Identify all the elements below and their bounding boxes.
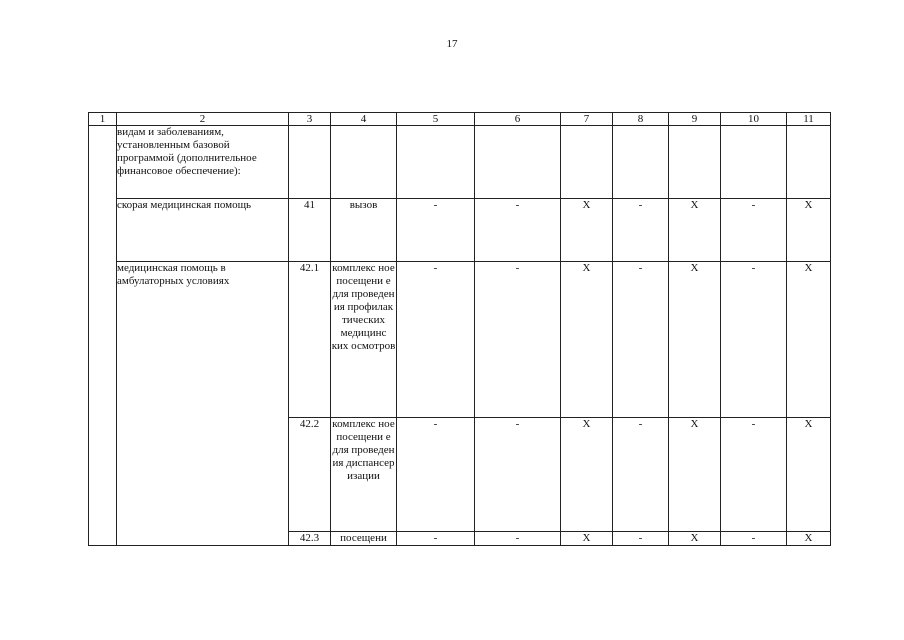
row-code: 42.3 — [289, 532, 331, 546]
column-header: 11 — [787, 113, 831, 126]
value-cell: Х — [787, 199, 831, 262]
value-cell: - — [397, 418, 475, 532]
column-header: 6 — [475, 113, 561, 126]
value-cell: Х — [669, 532, 721, 546]
value-cell — [475, 126, 561, 199]
table-row — [89, 126, 831, 199]
row-code — [289, 126, 331, 199]
value-cell: Х — [669, 199, 721, 262]
column-header: 8 — [613, 113, 669, 126]
value-cell: - — [613, 199, 669, 262]
value-cell: - — [475, 418, 561, 532]
column-header: 9 — [669, 113, 721, 126]
value-cell: - — [613, 532, 669, 546]
row-code: 41 — [289, 199, 331, 262]
value-cell: - — [397, 199, 475, 262]
column-header: 2 — [117, 113, 289, 126]
row-unit: вызов — [331, 199, 397, 262]
data-table — [88, 112, 831, 546]
value-cell: Х — [669, 418, 721, 532]
value-cell — [669, 126, 721, 199]
value-cell — [397, 126, 475, 199]
table-row — [89, 199, 831, 262]
value-cell: - — [721, 532, 787, 546]
value-cell — [613, 126, 669, 199]
value-cell: - — [397, 532, 475, 546]
value-cell: - — [721, 199, 787, 262]
value-cell — [721, 126, 787, 199]
value-cell: - — [475, 199, 561, 262]
value-cell: Х — [561, 199, 613, 262]
column-header: 5 — [397, 113, 475, 126]
value-cell: Х — [787, 262, 831, 418]
table-row — [89, 262, 831, 418]
row-name: медицинская помощь в амбулаторных условиях — [117, 262, 289, 546]
column-header: 3 — [289, 113, 331, 126]
value-cell: Х — [787, 532, 831, 546]
value-cell — [787, 126, 831, 199]
value-cell: Х — [669, 262, 721, 418]
value-cell: Х — [561, 418, 613, 532]
value-cell — [561, 126, 613, 199]
row-code: 42.1 — [289, 262, 331, 418]
column-header: 7 — [561, 113, 613, 126]
value-cell: - — [475, 532, 561, 546]
value-cell: Х — [561, 262, 613, 418]
row-unit: посещени — [331, 532, 397, 546]
column-header: 10 — [721, 113, 787, 126]
value-cell: - — [613, 418, 669, 532]
page-number: 17 — [446, 38, 458, 50]
row-name: видам и заболеваниям, установленным базовой программой (дополнительное финансовое обеспечение): — [117, 126, 289, 199]
row-name: скорая медицинская помощь — [117, 199, 289, 262]
value-cell: - — [721, 418, 787, 532]
row-code: 42.2 — [289, 418, 331, 532]
value-cell: - — [475, 262, 561, 418]
value-cell: - — [613, 262, 669, 418]
column-header: 4 — [331, 113, 397, 126]
value-cell: - — [397, 262, 475, 418]
row-unit: комплекс ное посещени е для проведен ия диспансер изации — [331, 418, 397, 532]
column-header: 1 — [89, 113, 117, 126]
row-unit: комплекс ное посещени е для проведен ия профилак тических медицинс ких осмотров — [331, 262, 397, 418]
row-number-cell — [89, 126, 117, 546]
value-cell: Х — [561, 532, 613, 546]
value-cell: Х — [787, 418, 831, 532]
row-unit — [331, 126, 397, 199]
value-cell: - — [721, 262, 787, 418]
column-number-row — [89, 113, 831, 126]
